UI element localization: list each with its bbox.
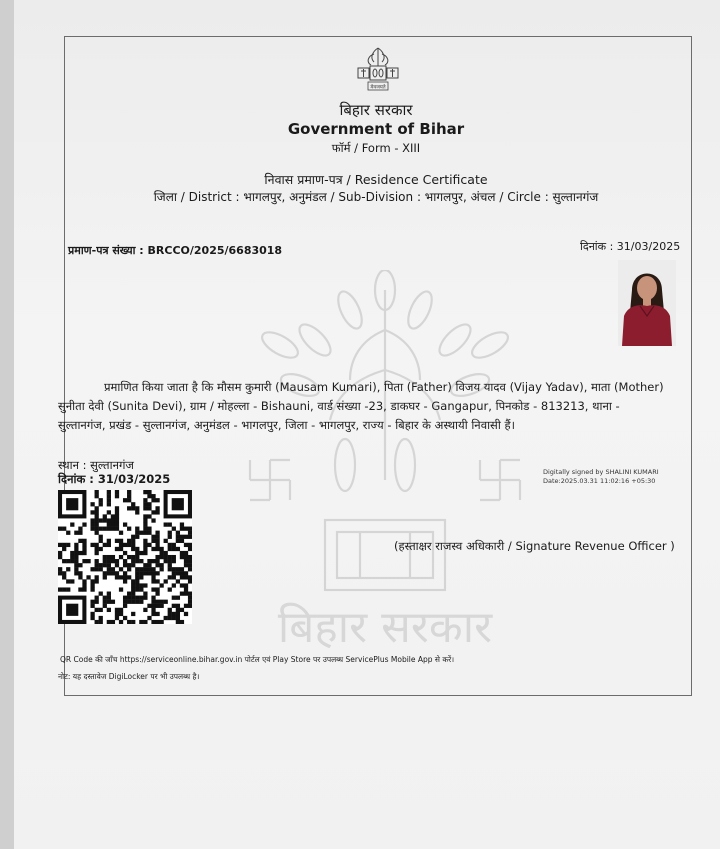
certificate-date: दिनांक : 31/03/2025 (580, 240, 681, 253)
digilocker-note: नोट: यह दस्तावेज DigiLocker पर भी उपलब्ध है। (58, 672, 200, 681)
verification-qr-code (58, 490, 192, 624)
digital-signature-name: Digitally signed by SHALINI KUMARI (543, 468, 659, 476)
body-line-2: सुनीता देवी (Sunita Devi), ग्राम / मोहल्ला - Bishauni, वार्ड संख्या -23, डाकघर - Gangapur, पिनकोड - 813213, थाना - (58, 399, 620, 413)
certificate-title: निवास प्रमाण-पत्र / Residence Certificate (264, 172, 488, 187)
footer-date: दिनांक : 31/03/2025 (58, 472, 171, 486)
qr-verification-note: QR Code की जाँच https://serviceonline.bihar.gov.in पोर्टल एवं Play Store पर उपलब्ध ServicePlus Mobile App से करें। (60, 655, 455, 664)
bihar-emblem-icon (352, 44, 404, 94)
body-line-1: प्रमाणित किया जाता है कि मौसम कुमारी (Mausam Kumari), पिता (Father) विजय यादव (Vijay Yadav), माता (Mother) (104, 380, 664, 394)
svg-text:बिहार सरकार: बिहार सरकार (277, 602, 493, 650)
district-line: जिला / District : भागलपुर, अनुमंडल / Sub-Division : भागलपुर, अंचल / Circle : सुल्तानगंज (153, 190, 599, 204)
place-line: स्थान : सुल्तानगंज (58, 458, 134, 472)
signature-label: (हस्ताक्षर राजस्व अधिकारी / Signature Revenue Officer ) (394, 539, 675, 553)
svg-text:मेवजयते: मेवजयते (370, 84, 386, 91)
english-government-title: Government of Bihar (287, 120, 465, 138)
applicant-photo (618, 260, 676, 346)
certificate-number: प्रमाण-पत्र संख्या : BRCCO/2025/6683018 (68, 244, 283, 257)
certificate-body (58, 378, 692, 435)
tree-watermark-icon (240, 270, 530, 650)
body-line-3: सुल्तानगंज, प्रखंड - सुल्तानगंज, अनुमंडल - भागलपुर, जिला - भागलपुर, राज्य - बिहार के अस्थायी निवासी हैं। (58, 418, 515, 432)
digital-signature-date: Date:2025.03.31 11:02:16 +05:30 (543, 477, 656, 485)
hindi-government-title: बिहार सरकार (339, 101, 413, 119)
form-number: फॉर्म / Form - XIII (331, 141, 421, 155)
